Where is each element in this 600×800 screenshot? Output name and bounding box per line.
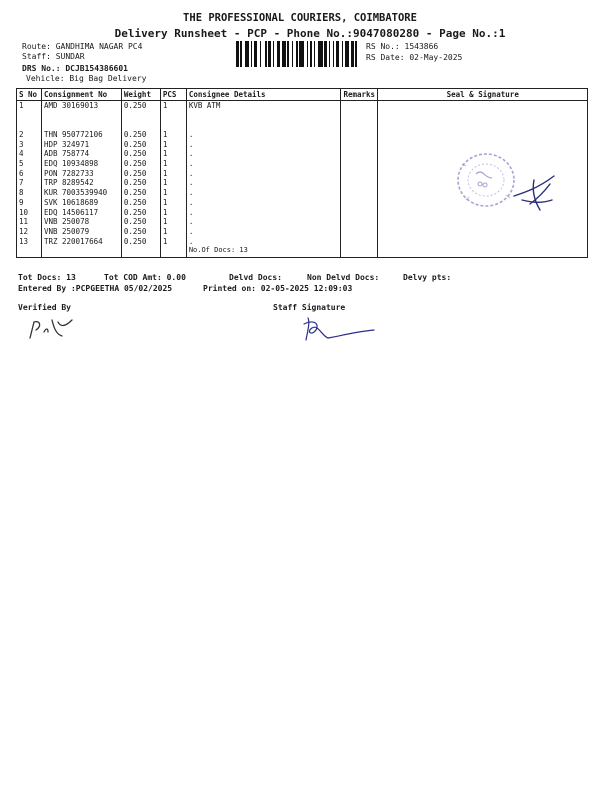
cell-remarks — [341, 237, 378, 247]
cell-consignment: TRZ 220017664 — [41, 237, 121, 247]
cell-consignment: ADB 758774 — [41, 149, 121, 159]
cell-consignment: EDQ 14506117 — [41, 208, 121, 218]
cell-consignment: HDP 324971 — [41, 140, 121, 150]
cell-weight: 0.250 — [121, 159, 160, 169]
cell-weight: 0.250 — [121, 237, 160, 247]
table-row — [17, 101, 588, 131]
col-sno: S No — [17, 89, 42, 101]
cell-pcs: 1 — [160, 227, 186, 237]
table-row — [17, 130, 588, 140]
cell-details: . — [186, 159, 341, 169]
verified-by-label: Verified By — [18, 303, 71, 312]
cell-consignment: TRP 8289542 — [41, 178, 121, 188]
rs-number: RS No.: 1543866 — [366, 42, 439, 51]
cell-weight: 0.250 — [121, 198, 160, 208]
company-name: THE PROFESSIONAL COURIERS, COIMBATORE — [183, 12, 417, 24]
cell-details: . — [186, 208, 341, 218]
cell-remarks — [341, 188, 378, 198]
cell-sno: 4 — [17, 149, 42, 159]
cell-weight: 0.250 — [121, 178, 160, 188]
cell-weight: 0.250 — [121, 208, 160, 218]
cell-consignment: EDQ 10934898 — [41, 159, 121, 169]
cell-pcs: 1 — [160, 188, 186, 198]
col-consignee: Consignee Details — [186, 89, 341, 101]
printed-on: Printed on: 02-05-2025 12:09:03 — [203, 284, 353, 293]
col-consignment: Consignment No — [41, 89, 121, 101]
cell-sno: 7 — [17, 178, 42, 188]
staff-label: Staff: SUNDAR — [22, 52, 85, 61]
cell-remarks — [341, 149, 378, 159]
cell-details: . — [186, 178, 341, 188]
cell-details: . — [186, 217, 341, 227]
cell-sno: 2 — [17, 130, 42, 140]
cell-sno: 9 — [17, 198, 42, 208]
cell-details: . — [186, 227, 341, 237]
verified-signature-icon — [26, 316, 78, 342]
cell-weight: 0.250 — [121, 188, 160, 198]
runsheet-title: Delivery Runsheet - PCP - Phone No.:9047080280 - Page No.:1 — [114, 27, 506, 40]
cell-weight: 0.250 — [121, 217, 160, 227]
table-row — [17, 227, 588, 237]
cell-seal — [378, 217, 588, 227]
cell-sno: 12 — [17, 227, 42, 237]
cell-weight: 0.250 — [121, 101, 160, 131]
delvd-docs: Delvd Docs: — [229, 273, 282, 282]
cell-remarks — [341, 159, 378, 169]
no-of-docs: No.Of Docs: 13 — [186, 246, 341, 258]
table-header-row — [17, 89, 588, 101]
cell-remarks — [341, 178, 378, 188]
cell-details: . — [186, 149, 341, 159]
cell-sno: 1 — [17, 101, 42, 131]
cell-remarks — [341, 169, 378, 179]
cell-sno: 5 — [17, 159, 42, 169]
barcode — [236, 41, 360, 67]
cell-weight: 0.250 — [121, 227, 160, 237]
cell-weight: 0.250 — [121, 140, 160, 150]
cell-seal — [378, 130, 588, 140]
cell-empty — [17, 246, 42, 258]
cell-sno: 8 — [17, 188, 42, 198]
cell-details: . — [186, 237, 341, 247]
cell-remarks — [341, 217, 378, 227]
table-row — [17, 237, 588, 247]
cell-details: . — [186, 198, 341, 208]
cell-weight: 0.250 — [121, 169, 160, 179]
cell-empty — [41, 246, 121, 258]
cell-consignment: AMD 30169013 — [41, 101, 121, 131]
cell-pcs: 1 — [160, 208, 186, 218]
col-weight: Weight — [121, 89, 160, 101]
cell-pcs: 1 — [160, 178, 186, 188]
cell-consignment: KUR 7003539940 — [41, 188, 121, 198]
cell-pcs: 1 — [160, 101, 186, 131]
cell-consignment: VNB 250078 — [41, 217, 121, 227]
tot-docs: Tot Docs: 13 — [18, 273, 76, 282]
cell-pcs: 1 — [160, 149, 186, 159]
col-seal: Seal & Signature — [378, 89, 588, 101]
cell-seal — [378, 101, 588, 131]
cell-sno: 11 — [17, 217, 42, 227]
seal-signature-icon — [510, 170, 560, 216]
cell-consignment: SVK 10618689 — [41, 198, 121, 208]
cell-details: . — [186, 188, 341, 198]
table-row-summary — [17, 246, 588, 258]
cell-remarks — [341, 227, 378, 237]
cell-sno: 3 — [17, 140, 42, 150]
cell-remarks — [341, 208, 378, 218]
entered-by: Entered By :PCPGEETHA 05/02/2025 — [18, 284, 173, 293]
cell-details: . — [186, 140, 341, 150]
rs-date: RS Date: 02-May-2025 — [366, 53, 463, 62]
cell-details: . — [186, 169, 341, 179]
staff-signature-icon — [298, 314, 378, 344]
cell-empty — [160, 246, 186, 258]
tot-cod-amt: Tot COD Amt: 0.00 — [104, 273, 186, 282]
cell-pcs: 1 — [160, 237, 186, 247]
cell-pcs: 1 — [160, 217, 186, 227]
staff-signature-label: Staff Signature — [273, 303, 346, 312]
cell-empty — [378, 246, 588, 258]
cell-pcs: 1 — [160, 140, 186, 150]
cell-remarks — [341, 130, 378, 140]
col-remarks: Remarks — [341, 89, 378, 101]
cell-weight: 0.250 — [121, 149, 160, 159]
cell-consignment: PON 7282733 — [41, 169, 121, 179]
cell-sno: 10 — [17, 208, 42, 218]
cell-details: . — [186, 130, 341, 140]
drs-number: DRS No.: DCJB154386601 — [22, 64, 128, 73]
vehicle-label: Vehicle: Big Bag Delivery — [26, 74, 147, 83]
cell-pcs: 1 — [160, 169, 186, 179]
route-label: Route: GANDHIMA NAGAR PC4 — [22, 42, 143, 51]
cell-weight: 0.250 — [121, 130, 160, 140]
cell-remarks — [341, 140, 378, 150]
non-delvd-docs: Non Delvd Docs: — [307, 273, 380, 282]
cell-pcs: 1 — [160, 130, 186, 140]
cell-remarks — [341, 101, 378, 131]
table-row — [17, 217, 588, 227]
cell-empty — [121, 246, 160, 258]
col-pcs: PCS — [160, 89, 186, 101]
cell-consignment: VNB 250079 — [41, 227, 121, 237]
cell-empty — [341, 246, 378, 258]
delvy-pts: Delvy pts: — [403, 273, 452, 282]
cell-details: KVB ATM — [186, 101, 341, 131]
cell-seal — [378, 227, 588, 237]
cell-sno: 6 — [17, 169, 42, 179]
cell-pcs: 1 — [160, 198, 186, 208]
cell-remarks — [341, 198, 378, 208]
cell-pcs: 1 — [160, 159, 186, 169]
cell-sno: 13 — [17, 237, 42, 247]
cell-seal — [378, 237, 588, 247]
cell-consignment: THN 950772106 — [41, 130, 121, 140]
